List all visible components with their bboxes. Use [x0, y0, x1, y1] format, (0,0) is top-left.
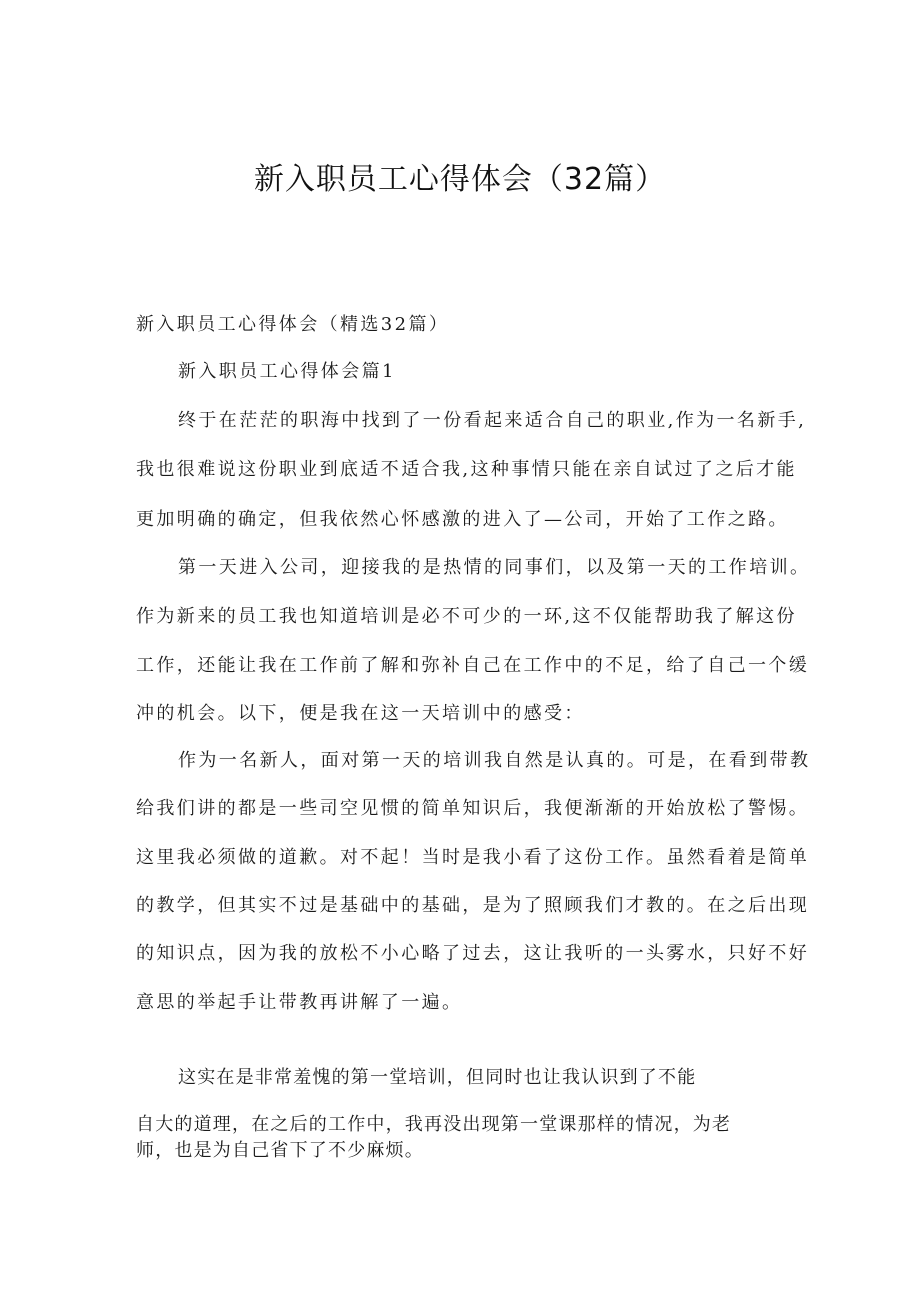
paragraph-2-line-4: 冲的机会。以下，便是我在这一天培训中的感受： — [136, 703, 585, 724]
paragraph-2-line-1: 第一天进入公司，迎接我的是热情的同事们，以及第一天的工作培训。 — [178, 557, 811, 578]
paragraph-4-line-3: 师，也是为自己省下了不少麻烦。 — [136, 1140, 424, 1161]
document-subtitle: 新入职员工心得体会（精选32篇） — [136, 314, 450, 335]
paragraph-3-line-2: 给我们讲的都是一些司空见惯的简单知识后，我便渐渐的开始放松了警惕。 — [136, 798, 810, 819]
paragraph-2-line-2: 作为新来的员工我也知道培训是必不可少的一环,这不仅能帮助我了解这份 — [136, 606, 797, 627]
paragraph-3-line-3: 这里我必须做的道歉。对不起！当时是我小看了这份工作。虽然看着是简单 — [136, 847, 810, 868]
paragraph-4-line-2: 自大的道理，在之后的工作中，我再没出现第一堂课那样的情况，为老 — [136, 1114, 732, 1135]
paragraph-1-line-3: 更加明确的确定，但我依然心怀感激的进入了—公司，开始了工作之路。 — [136, 509, 789, 530]
paragraph-2-line-3: 工作，还能让我在工作前了解和弥补自己在工作中的不足，给了自己一个缓 — [136, 655, 810, 676]
paragraph-3-line-1: 作为一名新人，面对第一天的培训我自然是认真的。可是，在看到带教 — [178, 750, 811, 771]
paragraph-4-line-1: 这实在是非常羞愧的第一堂培训，但同时也让我认识到了不能 — [178, 1067, 697, 1088]
paragraph-3-line-4: 的教学，但其实不过是基础中的基础，是为了照顾我们才教的。在之后出现 — [136, 895, 810, 916]
paragraph-1-line-2: 我也很难说这份职业到底适不适合我,这种事情只能在亲自试过了之后才能 — [136, 459, 797, 480]
document-title: 新入职员工心得体会（32篇） — [253, 162, 667, 197]
paragraph-3-line-5: 的知识点，因为我的放松不小心略了过去，这让我听的一头雾水，只好不好 — [136, 943, 810, 964]
section-heading: 新入职员工心得体会篇1 — [178, 361, 396, 382]
paragraph-3-line-6: 意思的举起手让带教再讲解了一遍。 — [136, 992, 463, 1013]
paragraph-1-line-1: 终于在茫茫的职海中找到了一份看起来适合自己的职业,作为一名新手, — [178, 410, 807, 431]
